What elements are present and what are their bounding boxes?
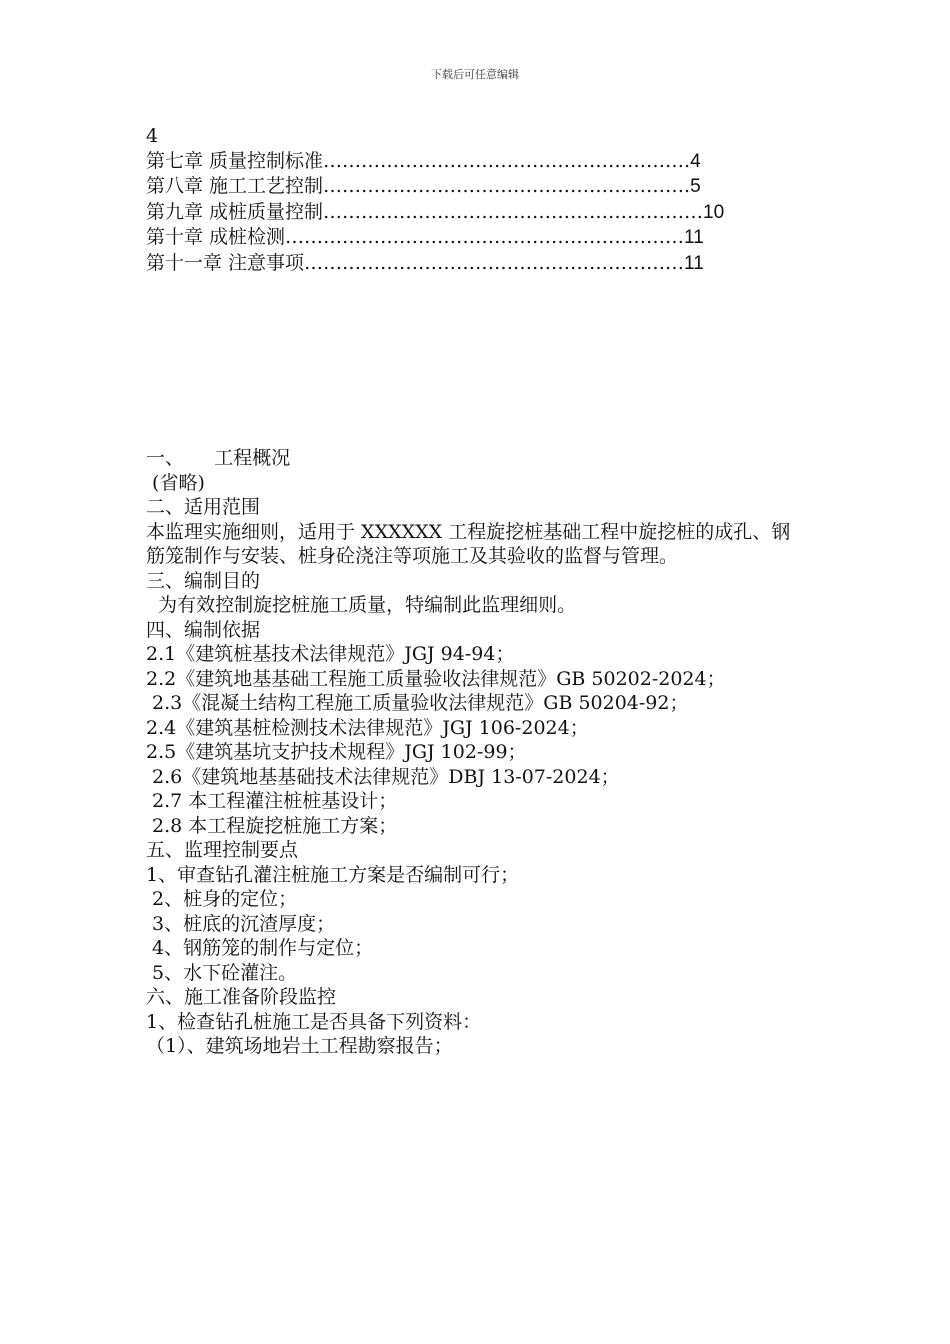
section-heading: 一、 工程概况 [146,447,291,469]
section-heading: 六、施工准备阶段监控 [146,986,337,1008]
toc-entry-title: 第九章 成桩质量控制 [146,200,324,223]
reference-item: 2.1《建筑桩基技术法律规范》JGJ 94-94； [146,643,515,665]
list-item: （1）、建筑场地岩土工程勘察报告； [146,1035,453,1057]
reference-item: 2.8 本工程旋挖桩施工方案； [146,814,398,837]
toc-entry-page: 11 [684,227,704,248]
list-item: 3、桩底的沉渣厚度； [146,912,336,935]
toc-entry [146,174,806,200]
section-heading: 二、适用范围 [146,496,261,518]
reference-item: 2.2《建筑地基基础工程施工质量验收法律规范》GB 50202-2024； [146,667,726,690]
toc-entry-dots: …………………………………………………. [323,149,691,172]
list-item: 1、检查钻孔桩施工是否具备下列资料： [146,1010,482,1033]
list-item: 4、钢筋笼的制作与定位； [146,937,374,959]
reference-item: 2.7 本工程灌注桩桩基设计； [146,790,398,812]
toc-entry-page: 5 [690,176,701,197]
reference-item: 2.3《混凝土结构工程施工质量验收法律规范》GB 50204-92； [146,692,689,714]
blank-space [146,276,806,446]
toc-entry [146,149,806,175]
reference-item: 2.6《建筑地基基础技术法律规范》DBJ 13-07-2024； [146,765,620,788]
toc-entry-title: 第十一章 注意事项 [146,251,305,274]
toc-entry-dots: …………………………………………………. [323,175,691,197]
toc-entry-dots: …………………………………………………… [304,251,685,274]
toc-entry-dots: ……………………………………………………… [285,226,685,248]
paragraph: (省略) [146,471,205,494]
section-heading: 四、编制依据 [146,618,261,641]
document-body [146,124,806,1059]
toc-entry [146,225,806,251]
section-heading: 三、编制目的 [146,569,261,592]
paragraph: 本监理实施细则，适用于 XXXXXX 工程旋挖桩基础工程中旋挖桩的成孔、钢筋笼制作与安装、桩身砼浇注等项施工及其验收的监督与管理。 [146,520,791,567]
paragraph: 为有效控制旋挖桩施工质量，特编制此监理细则。 [146,594,577,616]
reference-item: 2.5《建筑基坑支护技术规程》JGJ 102-99； [146,741,527,763]
section-heading: 五、监理控制要点 [146,839,299,861]
toc-entry-page: 10 [703,201,725,223]
toc-entry-page: 4 [690,150,701,172]
list-item: 2、桩身的定位； [146,888,298,910]
toc-entry-title: 第七章 质量控制标准 [146,149,324,172]
toc-entry [146,200,806,226]
page-header: 下载后可任意编辑 [431,68,519,81]
toc-entry-dots: …………………………………………………… [323,200,704,223]
toc-entry-page: 11 [684,252,704,274]
reference-item: 2.4《建筑基桩检测技术法律规范》JGJ 106-2024； [146,716,589,739]
toc-entry [146,251,806,277]
list-item: 1、审查钻孔灌注桩施工方案是否编制可行； [146,863,520,886]
list-item: 5、水下砼灌注。 [146,961,298,984]
toc-top-fragment: 4 [146,125,159,147]
toc-entry-title: 第十章 成桩检测 [146,226,286,248]
toc-entry-title: 第八章 施工工艺控制 [146,175,324,197]
